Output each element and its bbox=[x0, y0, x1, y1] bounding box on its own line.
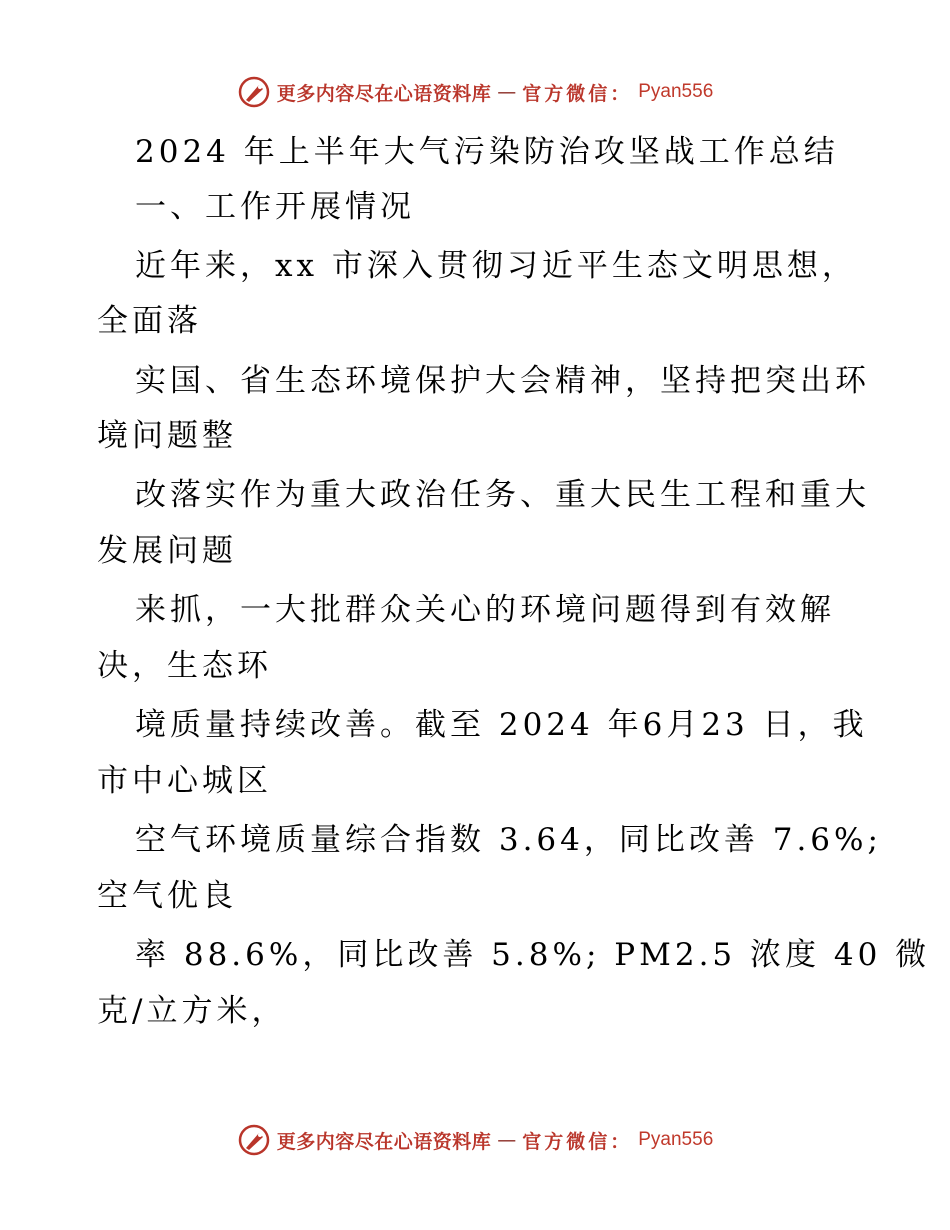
paragraph-line: 境问题整 bbox=[97, 418, 237, 454]
paragraph-line: 来抓，一大批群众关心的环境问题得到有效解 bbox=[135, 592, 835, 628]
paragraph-line: 空气优良 bbox=[97, 878, 237, 914]
header-banner bbox=[0, 72, 950, 112]
section-heading: 一、工作开展情况 bbox=[135, 189, 415, 225]
banner-wechat-label: 官方微信： bbox=[522, 82, 633, 105]
paragraph-line: 近年来，xx 市深入贯彻习近平生态文明思想， bbox=[135, 248, 857, 284]
paragraph-line: 克/立方米， bbox=[97, 993, 287, 1029]
paragraph-line: 实国、省生态环境保护大会精神，坚持把突出环 bbox=[135, 363, 870, 399]
paragraph-line: 率 88.6%，同比改善 5.8%; PM2.5 浓度 40 微 bbox=[135, 937, 931, 973]
banner-wechat-label: 官方微信： bbox=[522, 1130, 633, 1153]
banner-wechat-id: Pyan556 bbox=[638, 1129, 714, 1150]
banner-dash: — bbox=[497, 81, 517, 103]
banner-wechat-id: Pyan556 bbox=[638, 81, 714, 102]
footer-banner bbox=[0, 1120, 950, 1160]
paragraph-line: 境质量持续改善。截至 2024 年6月23 日，我 bbox=[135, 707, 868, 743]
pen-nib-circle-icon bbox=[237, 75, 271, 109]
banner-dash: — bbox=[497, 1129, 517, 1151]
paragraph-line: 空气环境质量综合指数 3.64，同比改善 7.6%; bbox=[135, 822, 882, 858]
paragraph-line: 市中心城区 bbox=[97, 763, 272, 799]
paragraph-line: 全面落 bbox=[97, 303, 202, 339]
paragraph-line: 改落实作为重大政治任务、重大民生工程和重大 bbox=[135, 477, 870, 513]
pen-nib-circle-icon bbox=[237, 1123, 271, 1157]
paragraph-line: 决，生态环 bbox=[97, 648, 272, 684]
banner-main-text: 更多内容尽在心语资料库 bbox=[276, 82, 492, 105]
document-title: 2024 年上半年大气污染防治攻坚战工作总结 bbox=[135, 134, 839, 170]
banner-main-text: 更多内容尽在心语资料库 bbox=[276, 1130, 492, 1153]
paragraph-line: 发展问题 bbox=[97, 533, 237, 569]
